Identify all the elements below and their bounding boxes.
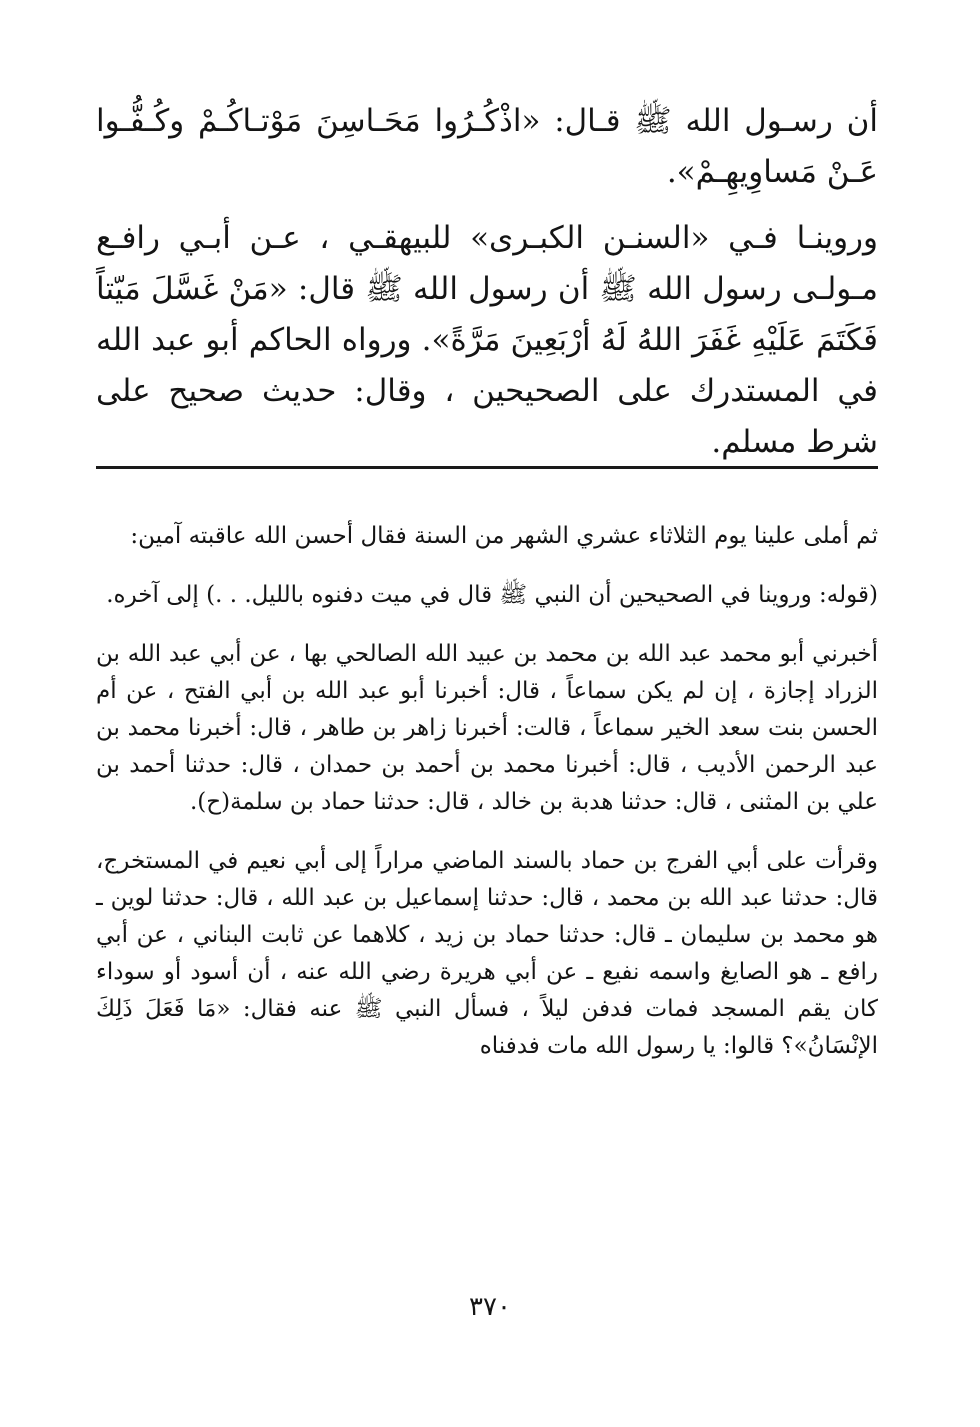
commentary-paragraph-3: أخبرني أبو محمد عبد الله بن محمد بن عبيد الله الصالحي بها ، عن أبي عبد الله بن الزراد إجازة ، إن لم يكن سماعاً ، قال: أخبرنا أبو عبد الله بن أبي الفتح ، عن أم الحسن بنت سعد الخير سماعاً ، قالت: أخبرنا زاهر بن طاهر ، قال: أخبرنا محمد بن عبد الرحمن الأديب ، قال: أخبرنا محمد بن أحمد بن حمدان ، قال: حدثنا أحمد بن علي بن المثنى ، قال: حدثنا هدبة بن خالد ، قال: حدثنا حماد بن سلمة(ح). <box>96 641 878 815</box>
page-number: ٣٧٠ <box>469 1292 511 1322</box>
main-paragraph-2: وروينـا فـي «السنـن الكبـرى» للبيهقـي ، عـن أبـي رافـع مـولـى رسول الله ﷺ أن رسول الله ﷺ قال: «مَنْ غَسَّلَ مَيّتاً فَكَتَمَ عَلَيْهِ غَفَرَ اللهُ لَهُ أرْبَعِينَ مَرَّةً». ورواه الحاكم أبو عبد الله في المستدرك على الصحيحين ، وقال: حديث صحيح على شرط مسلم. <box>96 220 878 460</box>
main-text <box>96 96 878 468</box>
commentary-paragraph-1: ثم أملى علينا يوم الثلاثاء عشري الشهر من السنة فقال أحسن الله عاقبته آمين: <box>130 523 878 549</box>
section-divider <box>96 466 878 469</box>
main-paragraph-1: أن رسـول الله ﷺ قـال: «اذْكُـرُوا مَحَـاسِنَ مَوْتـاكُـمْ وكُـفُّـوا عَـنْ مَساوِيهِـمْ». <box>96 103 878 190</box>
commentary-paragraph-4: وقرأت على أبي الفرج بن حماد بالسند الماضي مراراً إلى أبي نعيم في المستخرج، قال: حدثنا عبد الله بن محمد ، قال: حدثنا إسماعيل بن عبد الله ، قال: حدثنا لوين ـ هو محمد بن سليمان ـ قال: حدثنا حماد بن زيد ، كلاهما عن ثابت البناني ، عن أبي رافع ـ هو الصايغ واسمه نفيع ـ عن أبي هريرة رضي الله عنه ، أن أسود أو سوداء كان يقم المسجد فمات فدفن ليلاً ، فسأل النبي ﷺ عنه فقال: «مَا فَعَلَ ذَلِكَ الإنْسَانُ»؟ قالوا: يا رسول الله مات فدفناه <box>96 848 878 1059</box>
commentary-text <box>96 518 878 1087</box>
commentary-paragraph-2: (قوله: وروينا في الصحيحين أن النبي ﷺ قال في ميت دفنوه بالليل. . .) إلى آخره. <box>106 582 878 608</box>
